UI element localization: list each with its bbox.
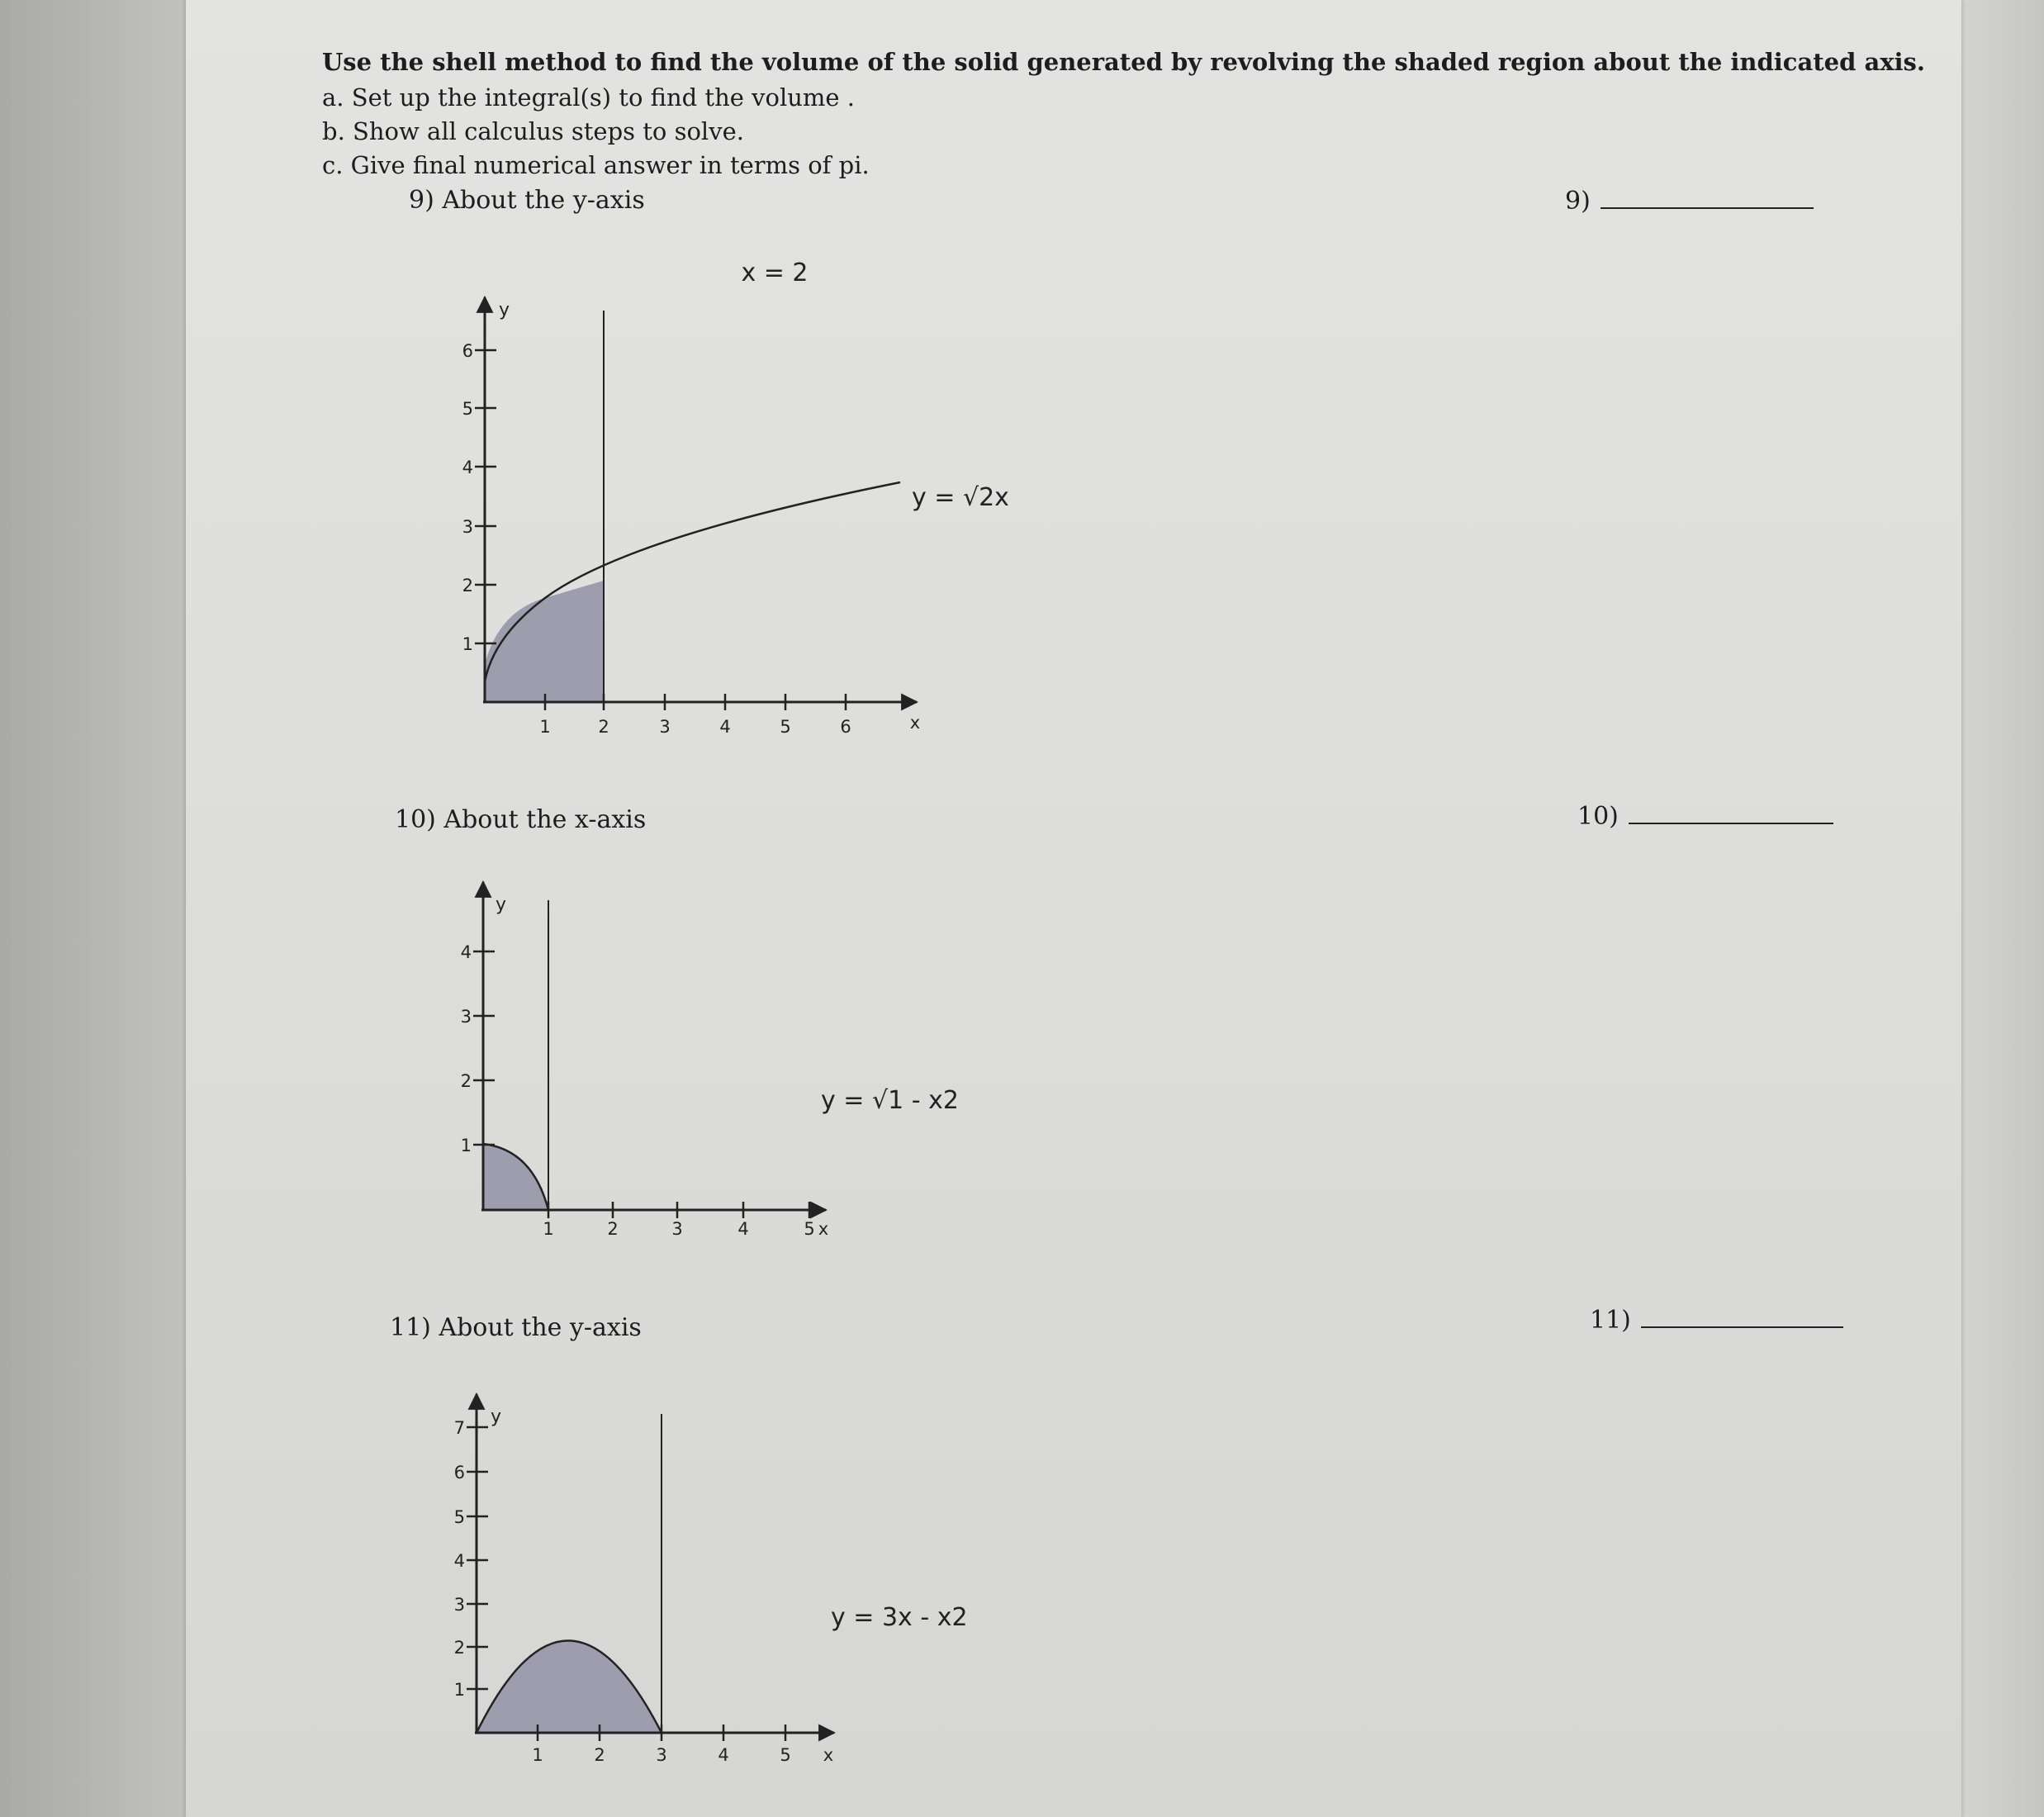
graph-11-x-tick-label: 2 [594, 1745, 605, 1765]
instruction-step-b: b. Show all calculus steps to solve. [322, 117, 744, 145]
graph-9-x-tick-label: 6 [840, 717, 851, 737]
graph-10-shaded-region [483, 1144, 548, 1210]
graph-11-y-tick-label: 2 [453, 1638, 465, 1658]
instruction-step-a: a. Set up the integral(s) to find the volume . [322, 83, 856, 111]
graph-9-x-tick-label: 1 [539, 717, 551, 737]
instructions-heading: Use the shell method to find the volume of the solid generated by revolving the shaded region about the indicated axis. [322, 48, 1925, 76]
problem-9-title: 9) About the y-axis [409, 186, 645, 215]
problem-10-title: 10) About the x-axis [395, 805, 647, 834]
problem-11-answer-label: 11) [1590, 1306, 1631, 1335]
graph-10-y-tick-label: 4 [460, 942, 472, 962]
graph-11-y-tick-label: 6 [453, 1463, 465, 1483]
graph-9-y-tick-label: 1 [462, 634, 473, 654]
problem-9-answer-label: 9) [1565, 187, 1591, 216]
problem-11-title: 11) About the y-axis [390, 1313, 642, 1342]
graph-11-y-tick-label: 3 [453, 1595, 465, 1615]
graph-10-x-axis-label: x [818, 1219, 829, 1239]
graph-10-x-tick-label: 5 [804, 1219, 815, 1239]
graph-9-x-tick-label: 2 [598, 717, 609, 737]
graph-11-y-tick-label: 7 [453, 1418, 465, 1438]
graph-10 [461, 882, 959, 1239]
graph-9-x-tick-label: 5 [780, 717, 791, 737]
graph-9-line-label: x = 2 [741, 259, 809, 287]
graph-10-y-axis-label: y [496, 894, 507, 915]
graph-11 [454, 1394, 968, 1765]
graph-11-x-tick-label: 1 [532, 1745, 543, 1765]
graph-9-y-tick-label: 4 [462, 458, 473, 477]
graph-11-y-tick-label: 5 [453, 1507, 465, 1527]
graph-9-y-tick-label: 2 [462, 576, 473, 595]
graph-11-y-axis-label: y [491, 1407, 502, 1427]
graph-9 [462, 259, 1009, 737]
graph-11-y-tick-label: 4 [453, 1551, 465, 1571]
graph-11-y-tick-label: 1 [453, 1680, 465, 1700]
graph-9-x-tick-label: 4 [719, 717, 731, 737]
graph-9-y-tick-label: 5 [462, 399, 473, 419]
graph-11-x-tick-label: 4 [718, 1745, 729, 1765]
graph-9-y-tick-label: 3 [462, 517, 473, 537]
graph-11-curve-label: y = 3x - x2 [831, 1603, 968, 1632]
graph-10-y-tick-label: 3 [460, 1007, 472, 1027]
graph-10-x-tick-label: 3 [671, 1219, 683, 1239]
graph-10-x-tick-label: 4 [737, 1219, 749, 1239]
graph-9-curve-label: y = √2x [912, 483, 1009, 512]
graph-10-curve-label: y = √1 - x2 [821, 1086, 959, 1115]
graph-11-x-axis-label: x [823, 1745, 834, 1765]
graph-10-x-tick-label: 1 [543, 1219, 554, 1239]
graph-9-x-axis-label: x [909, 713, 921, 733]
graph-9-x-tick-label: 3 [659, 717, 671, 737]
instruction-step-c: c. Give final numerical answer in terms of pi. [322, 151, 870, 179]
graph-10-y-tick-label: 2 [460, 1071, 472, 1091]
graph-9-y-tick-label: 6 [462, 341, 473, 361]
problem-10-answer-label: 10) [1577, 802, 1619, 831]
graph-11-x-tick-label: 5 [780, 1745, 791, 1765]
graph-9-y-axis-label: y [499, 300, 510, 320]
graph-10-x-tick-label: 2 [607, 1219, 619, 1239]
graph-11-x-tick-label: 3 [656, 1745, 667, 1765]
graph-10-y-tick-label: 1 [460, 1136, 472, 1155]
